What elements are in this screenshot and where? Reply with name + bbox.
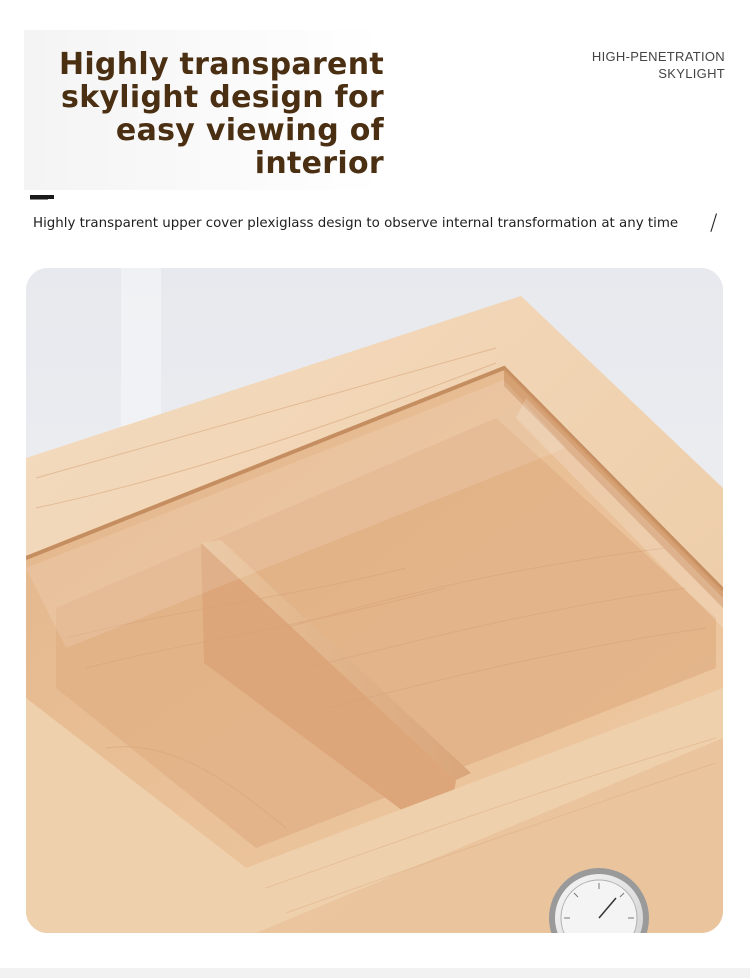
badge-line-1: HIGH-PENETRATION [591, 49, 725, 64]
feature-description: Highly transparent upper cover plexiglass design to observe internal transformation at any time [33, 216, 679, 231]
page-title [44, 48, 384, 180]
product-photo [26, 268, 723, 933]
title-line-4: interior [254, 146, 384, 181]
divider-line [30, 199, 48, 200]
bottom-strip [0, 968, 750, 978]
title-line-3: easy viewing of [115, 113, 384, 148]
wooden-box-illustration [26, 268, 723, 933]
badge-line-2: SKYLIGHT [658, 66, 725, 81]
feature-badge [592, 48, 725, 82]
slash-divider: / [710, 211, 718, 236]
title-line-2: skylight design for [61, 80, 384, 115]
title-line-1: Highly transparent [58, 47, 384, 82]
